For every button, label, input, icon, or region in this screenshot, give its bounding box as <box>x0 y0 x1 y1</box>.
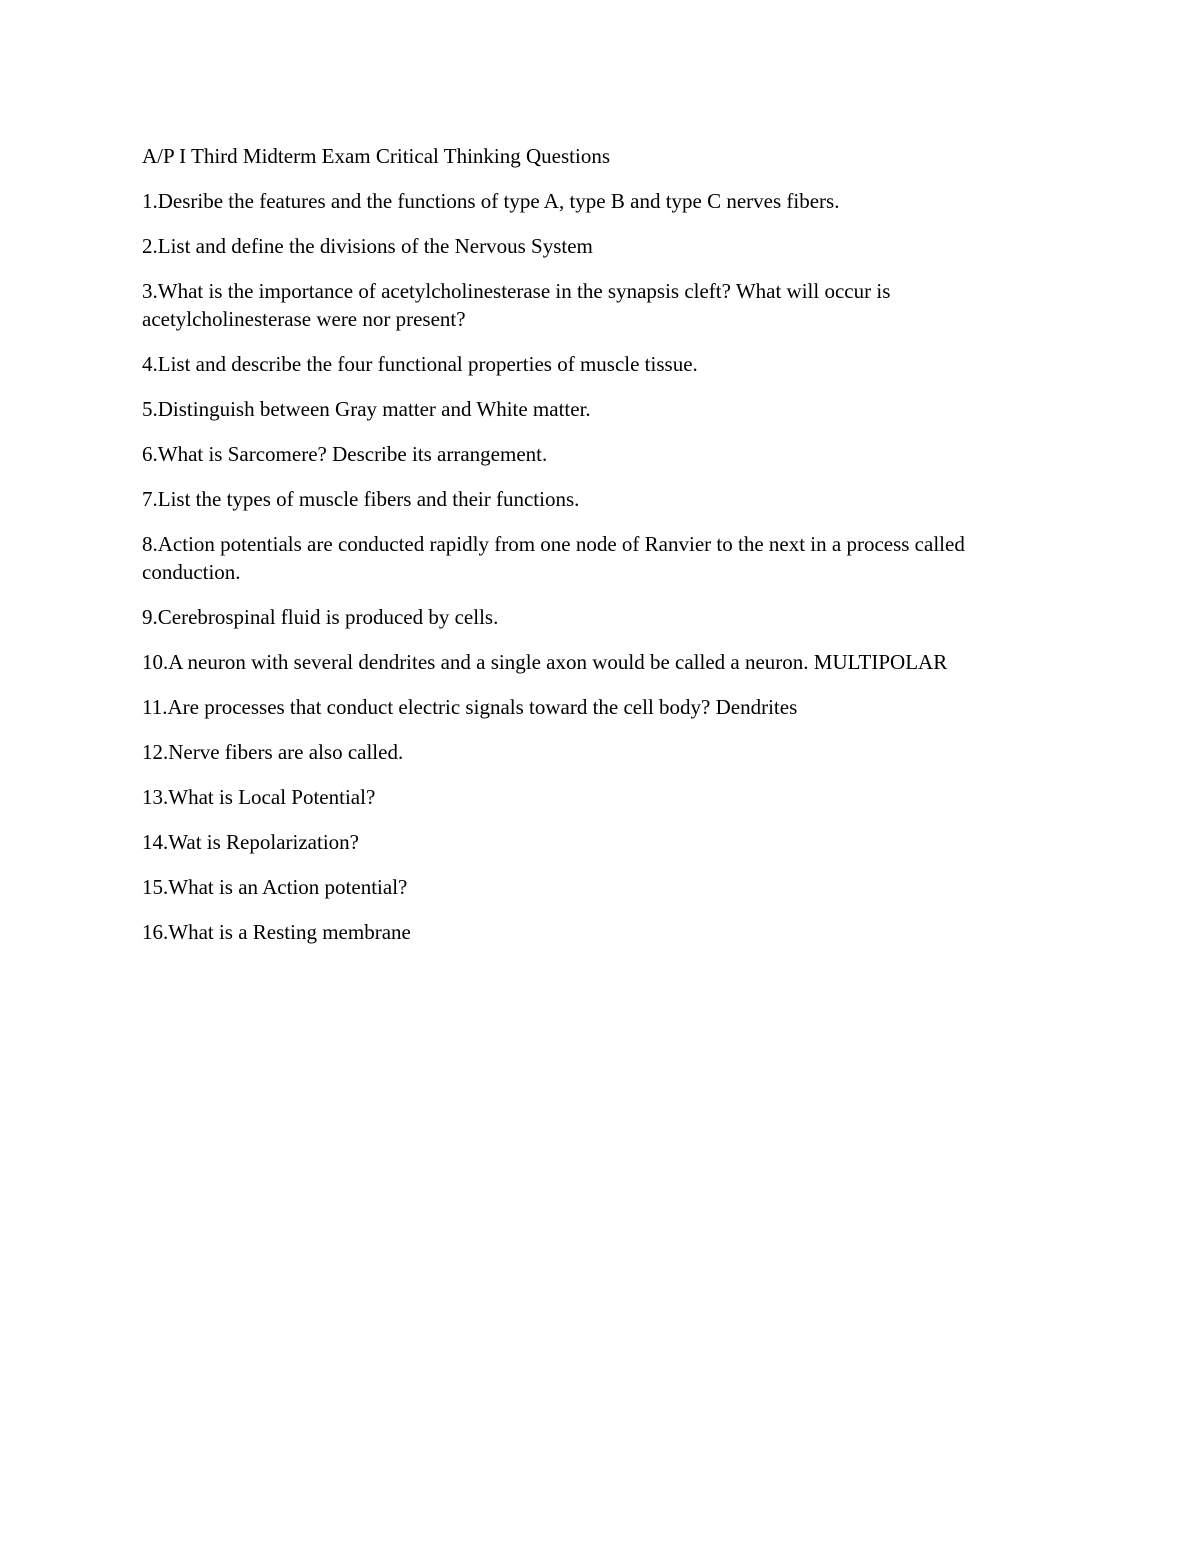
question-text: Action potentials are conducted rapidly from one node of Ranvier to the next in a process called conduction. <box>142 532 965 584</box>
question-text: List and describe the four functional properties of muscle tissue. <box>157 352 698 376</box>
question-text: A neuron with several dendrites and a single axon would be called a neuron. MULTIPOLAR <box>168 650 948 674</box>
question-item <box>142 530 1062 586</box>
question-text: Distinguish between Gray matter and White matter. <box>157 397 591 421</box>
question-number: 14. <box>142 830 169 854</box>
question-text: Desribe the features and the functions of type A, type B and type C nerves fibers. <box>157 189 840 213</box>
question-number: 4. <box>142 352 158 376</box>
question-number: 15. <box>142 875 169 899</box>
question-number: 16. <box>142 920 169 944</box>
document-title: A/P I Third Midterm Exam Critical Thinking Questions <box>142 144 610 168</box>
question-number: 3. <box>142 279 158 303</box>
question-item <box>142 738 1062 766</box>
question-item <box>142 232 1062 260</box>
question-item <box>142 350 1062 378</box>
question-item <box>142 873 1062 901</box>
question-item <box>142 648 1062 676</box>
question-text: What is a Resting membrane <box>168 920 411 944</box>
question-item <box>142 828 1062 856</box>
question-item <box>142 693 1062 721</box>
question-number: 13. <box>142 785 169 809</box>
question-item <box>142 918 1062 946</box>
question-text: What is the importance of acetylcholinesterase in the synapsis cleft? What will occur is acetylcholinesterase were nor present? <box>142 279 891 331</box>
question-text: Cerebrospinal fluid is produced by cells. <box>157 605 499 629</box>
document-body <box>142 142 1062 963</box>
question-number: 8. <box>142 532 158 556</box>
question-number: 9. <box>142 605 158 629</box>
question-number: 5. <box>142 397 158 421</box>
question-item <box>142 783 1062 811</box>
question-item <box>142 485 1062 513</box>
question-text: What is Local Potential? <box>168 785 376 809</box>
question-text: Wat is Repolarization? <box>168 830 359 854</box>
question-text: List and define the divisions of the Nervous System <box>157 234 593 258</box>
question-number: 12. <box>142 740 169 764</box>
question-text: Nerve fibers are also called. <box>168 740 404 764</box>
question-item <box>142 395 1062 423</box>
question-item <box>142 187 1062 215</box>
question-text: List the types of muscle fibers and their functions. <box>157 487 580 511</box>
question-item <box>142 277 1062 333</box>
question-number: 10. <box>142 650 169 674</box>
question-number: 7. <box>142 487 158 511</box>
question-number: 1. <box>142 189 158 213</box>
question-text: Are processes that conduct electric signals toward the cell body? Dendrites <box>167 695 798 719</box>
question-item <box>142 603 1062 631</box>
question-text: What is Sarcomere? Describe its arrangement. <box>157 442 548 466</box>
question-number: 11. <box>142 695 168 719</box>
question-number: 6. <box>142 442 158 466</box>
question-text: What is an Action potential? <box>168 875 408 899</box>
question-item <box>142 440 1062 468</box>
question-number: 2. <box>142 234 158 258</box>
